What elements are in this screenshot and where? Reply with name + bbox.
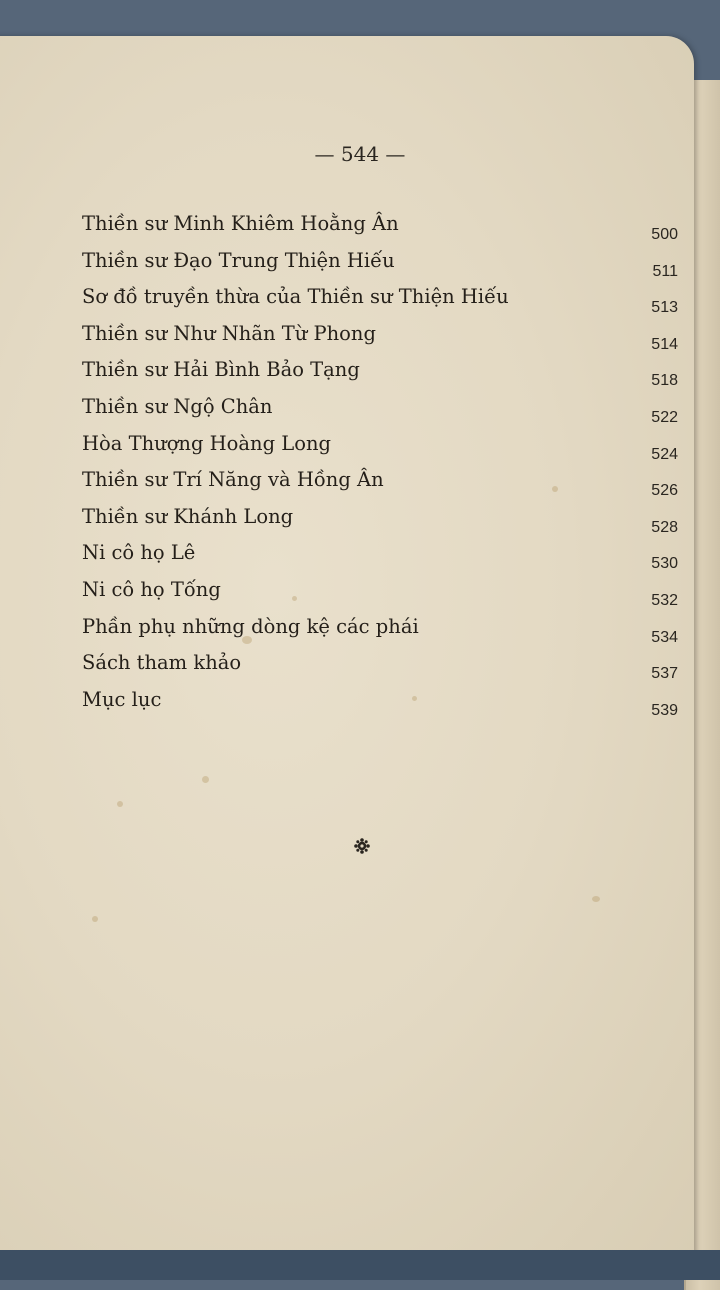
toc-entry xyxy=(82,318,678,355)
desk-surface xyxy=(0,1250,720,1280)
toc-entry-page: 518 xyxy=(651,372,678,390)
toc-entry-page: 534 xyxy=(651,628,678,646)
toc-entry-title: Thiền sư Minh Khiêm Hoằng Ân xyxy=(82,212,399,235)
toc-entry-title: Thiền sư Ngộ Chân xyxy=(82,394,273,418)
toc-entry xyxy=(82,428,678,465)
toc-entry-page: 539 xyxy=(651,701,678,719)
toc-entry-title: Phần phụ những dòng kệ các phái xyxy=(82,614,419,638)
toc-entry xyxy=(82,611,678,648)
toc-entry-title: Ni cô họ Lê xyxy=(82,541,196,565)
toc-entry-title: Ni cô họ Tống xyxy=(82,577,221,601)
toc-entry-title: Mục lục xyxy=(82,687,162,711)
toc-entry-page: 513 xyxy=(651,299,678,317)
toc-entry-page: 500 xyxy=(651,226,678,243)
toc-entry-title: Thiền sư Hải Bình Bảo Tạng xyxy=(82,358,360,382)
toc-entry-page: 528 xyxy=(651,518,678,536)
toc-entry xyxy=(82,208,678,245)
toc-entry xyxy=(82,391,678,428)
toc-entry-title: Sơ đồ truyền thừa của Thiền sư Thiện Hiếu xyxy=(82,285,509,309)
toc-entry-page: 526 xyxy=(651,482,678,500)
toc-entry xyxy=(82,647,678,684)
table-of-contents xyxy=(82,208,678,720)
toc-entry-title: Sách tham khảo xyxy=(82,651,242,675)
toc-entry xyxy=(82,464,678,501)
toc-entry-title: Thiền sư Đạo Trung Thiện Hiếu xyxy=(82,248,395,272)
toc-entry-page: 530 xyxy=(651,555,678,573)
toc-entry xyxy=(82,574,678,611)
toc-entry-page: 514 xyxy=(651,335,678,353)
toc-entry-page: 511 xyxy=(652,262,678,280)
toc-entry xyxy=(82,684,678,721)
toc-entry xyxy=(82,354,678,391)
flower-ornament-icon xyxy=(354,838,370,854)
toc-entry-page: 537 xyxy=(651,665,678,683)
toc-entry-title: Thiền sư Trí Năng và Hồng Ân xyxy=(82,468,384,492)
toc-entry xyxy=(82,245,678,282)
page-number: — 544 — xyxy=(314,142,406,166)
toc-entry xyxy=(82,537,678,574)
toc-entry xyxy=(82,501,678,538)
toc-entry-page: 524 xyxy=(651,445,678,463)
toc-entry-title: Thiền sư Như Nhãn Từ Phong xyxy=(82,321,376,345)
toc-entry-title: Hòa Thượng Hoàng Long xyxy=(82,431,332,455)
toc-entry-page: 532 xyxy=(651,591,678,609)
toc-entry xyxy=(82,281,678,318)
toc-entry-title: Thiền sư Khánh Long xyxy=(82,504,294,528)
toc-entry-page: 522 xyxy=(651,408,678,426)
